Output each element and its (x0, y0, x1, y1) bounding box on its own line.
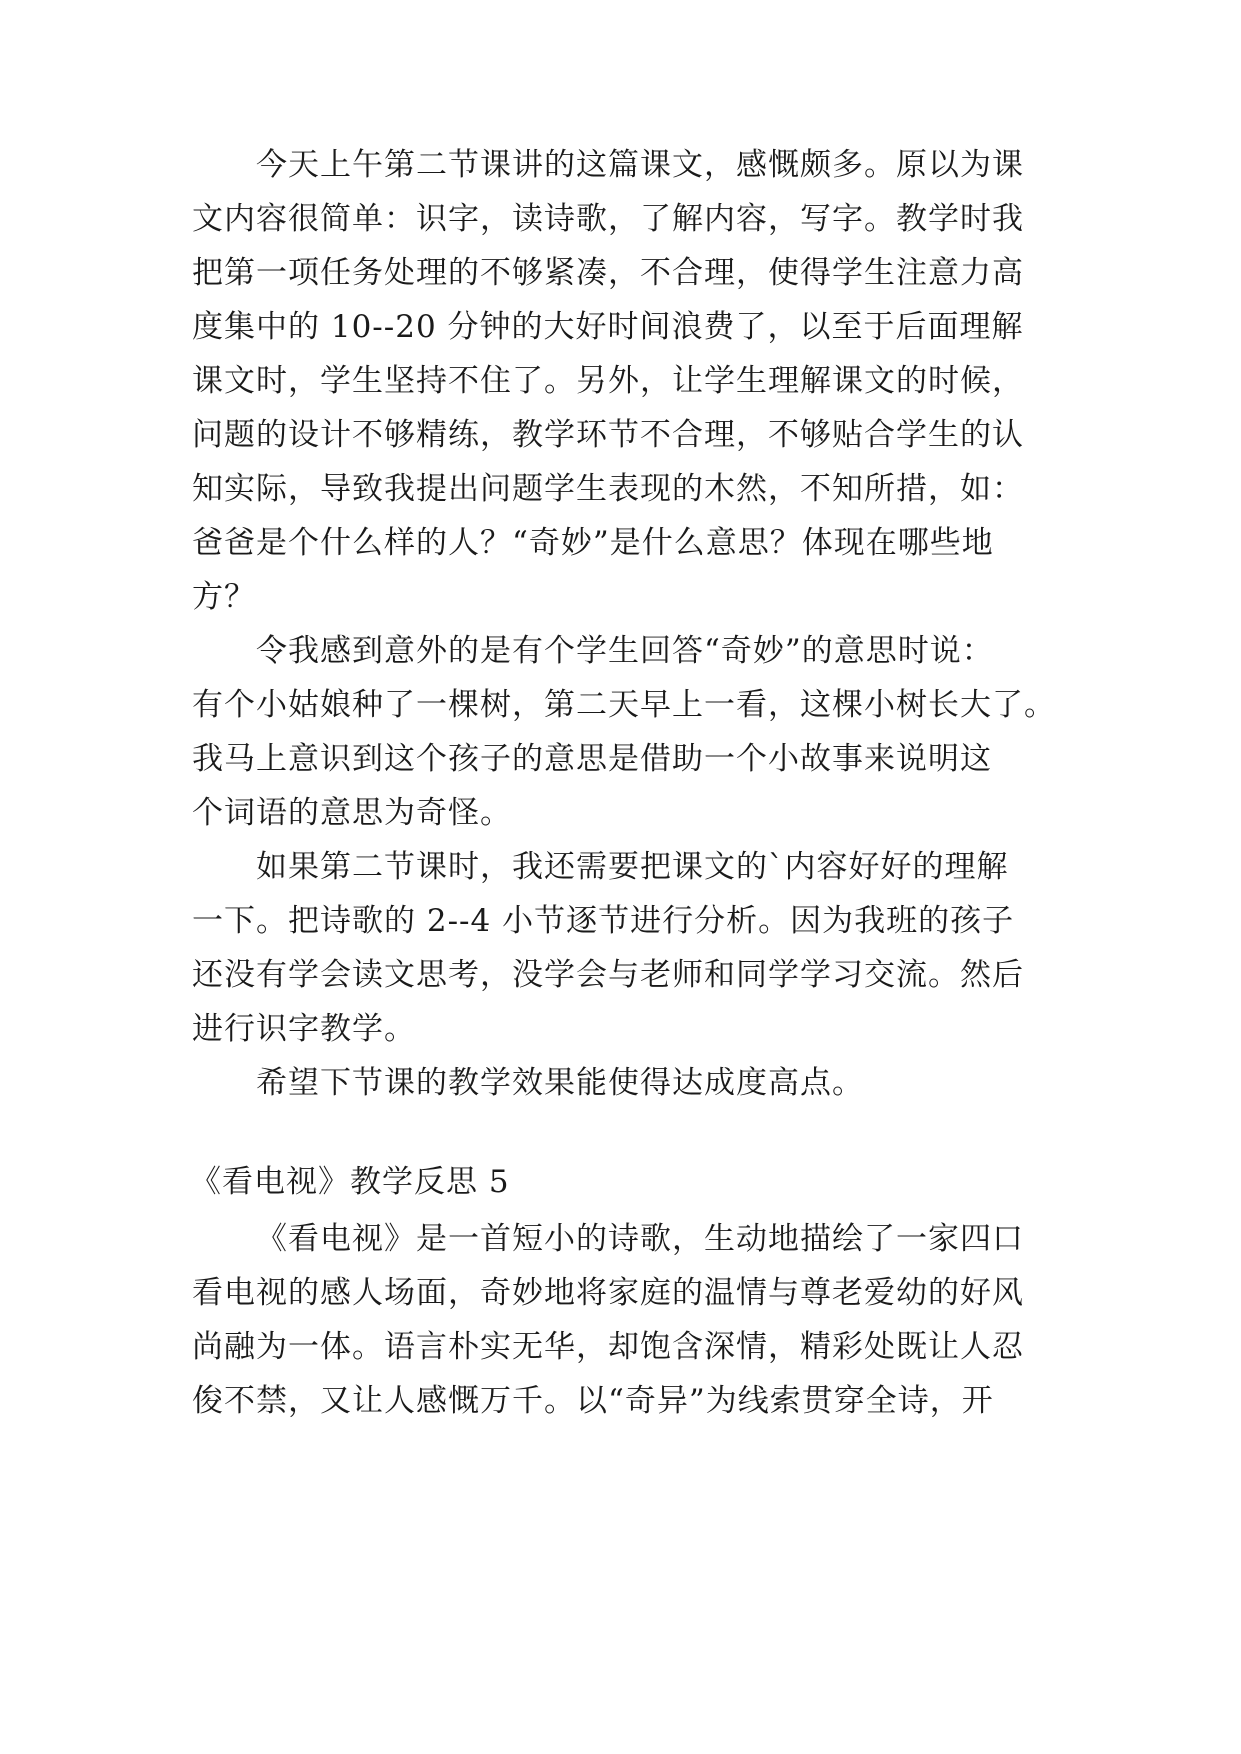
paragraph-line: 俊不禁，又让人感慨万千。以“奇异”为线索贯穿全诗，开 (192, 1383, 994, 1419)
paragraph-line: 看电视的感人场面，奇妙地将家庭的温情与尊老爱幼的好风 (192, 1275, 1024, 1311)
paragraph-line: 有个小姑娘种了一棵树，第二天早上一看，这棵小树长大了。 (192, 687, 1056, 723)
paragraph-line: 方？ (192, 579, 256, 615)
paragraph-line: 文内容很简单：识字，读诗歌，了解内容，写字。教学时我 (192, 201, 1024, 237)
paragraph-line: 问题的设计不够精练，教学环节不合理，不够贴合学生的认 (192, 417, 1024, 453)
paragraph-line: 一下。把诗歌的 2--4 小节逐节进行分析。因为我班的孩子 (192, 903, 1015, 939)
paragraph-line: 把第一项任务处理的不够紧凑，不合理，使得学生注意力高 (192, 255, 1024, 291)
paragraph-line: 《看电视》是一首短小的诗歌，生动地描绘了一家四口 (256, 1221, 1024, 1257)
paragraph-line: 希望下节课的教学效果能使得达成度高点。 (256, 1065, 864, 1101)
paragraph-line: 个词语的意思为奇怪。 (192, 795, 512, 831)
paragraph-line: 知实际，导致我提出问题学生表现的木然，不知所措，如： (192, 471, 1024, 507)
paragraph-line: 度集中的 10--20 分钟的大好时间浪费了，以至于后面理解 (192, 309, 1024, 345)
paragraph-line: 我马上意识到这个孩子的意思是借助一个小故事来说明这 (192, 741, 992, 777)
paragraph-line: 如果第二节课时，我还需要把课文的`内容好好的理解 (256, 849, 1009, 885)
section-heading: 《看电视》教学反思 5 (190, 1164, 510, 1200)
paragraph-line: 课文时，学生坚持不住了。另外，让学生理解课文的时候， (192, 363, 1024, 399)
paragraph-line: 还没有学会读文思考，没学会与老师和同学学习交流。然后 (192, 957, 1024, 993)
paragraph-line: 令我感到意外的是有个学生回答“奇妙”的意思时说： (256, 633, 994, 669)
paragraph-line: 爸爸是个什么样的人？“奇妙”是什么意思？体现在哪些地 (192, 525, 994, 561)
paragraph-line: 进行识字教学。 (192, 1011, 416, 1047)
paragraph-line: 尚融为一体。语言朴实无华，却饱含深情，精彩处既让人忍 (192, 1329, 1024, 1365)
paragraph-line: 今天上午第二节课讲的这篇课文，感慨颇多。原以为课 (256, 147, 1024, 183)
